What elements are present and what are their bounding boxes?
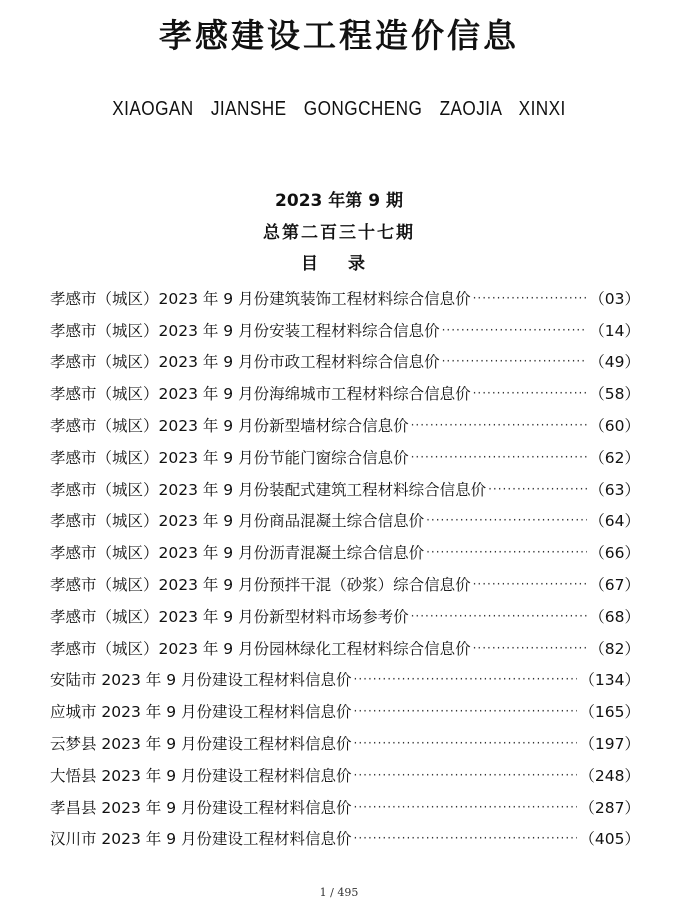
toc-entry-page: （66） — [589, 544, 640, 563]
dot-leader — [473, 641, 588, 655]
total-issue-number: 总第二百三十七期 — [263, 223, 415, 243]
toc-entry-label: 孝昌县 2023 年 9 月份建设工程材料信息价 — [50, 798, 352, 817]
toc-entry-label: 安陆市 2023 年 9 月份建设工程材料信息价 — [50, 671, 352, 690]
toc-entry-page: （287） — [579, 798, 640, 817]
toc-entry[interactable] — [50, 314, 640, 346]
toc-entry[interactable] — [50, 600, 640, 632]
toc-entry-label: 应城市 2023 年 9 月份建设工程材料信息价 — [50, 703, 352, 722]
toc-entry-page: （63） — [589, 480, 640, 499]
dot-leader — [354, 768, 578, 782]
toc-entry-label: 孝感市（城区）2023 年 9 月份海绵城市工程材料综合信息价 — [50, 385, 471, 404]
toc-entry[interactable] — [50, 568, 640, 600]
toc-entry-label: 孝感市（城区）2023 年 9 月份市政工程材料综合信息价 — [50, 353, 440, 372]
toc-entry-page: （03） — [589, 289, 640, 308]
toc-entry[interactable] — [50, 441, 640, 473]
toc-entry[interactable] — [50, 727, 640, 759]
toc-entry-page: （197） — [579, 735, 640, 754]
dot-leader — [426, 545, 587, 559]
toc-entry-page: （68） — [589, 607, 640, 626]
page-indicator: 1 / 495 — [319, 886, 359, 899]
dot-leader — [354, 672, 578, 686]
toc-entry-page: （60） — [589, 417, 640, 436]
toc-entry[interactable] — [50, 536, 640, 568]
toc-entry[interactable] — [50, 823, 640, 855]
dot-leader — [354, 736, 578, 750]
toc-entry-page: （49） — [589, 353, 640, 372]
table-of-contents — [50, 282, 640, 854]
toc-entry[interactable] — [50, 695, 640, 727]
toc-entry-label: 云梦县 2023 年 9 月份建设工程材料信息价 — [50, 735, 352, 754]
dot-leader — [411, 418, 588, 432]
toc-entry-page: （64） — [589, 512, 640, 531]
toc-entry-label: 孝感市（城区）2023 年 9 月份预拌干混（砂浆）综合信息价 — [50, 576, 471, 595]
toc-entry-label: 汉川市 2023 年 9 月份建设工程材料信息价 — [50, 830, 352, 849]
dot-leader — [354, 800, 578, 814]
toc-entry[interactable] — [50, 759, 640, 791]
toc-entry-label: 孝感市（城区）2023 年 9 月份商品混凝土综合信息价 — [50, 512, 425, 531]
toc-entry[interactable] — [50, 632, 640, 664]
toc-entry-label: 大悟县 2023 年 9 月份建设工程材料信息价 — [50, 766, 352, 785]
dot-leader — [473, 291, 588, 305]
toc-entry[interactable] — [50, 282, 640, 314]
dot-leader — [473, 577, 588, 591]
dot-leader — [426, 513, 587, 527]
toc-entry[interactable] — [50, 473, 640, 505]
dot-leader — [488, 482, 587, 496]
toc-entry-page: （82） — [589, 639, 640, 658]
toc-entry-label: 孝感市（城区）2023 年 9 月份新型墙材综合信息价 — [50, 417, 409, 436]
dot-leader — [354, 831, 578, 845]
toc-entry[interactable] — [50, 664, 640, 696]
toc-entry-page: （165） — [579, 703, 640, 722]
toc-entry[interactable] — [50, 377, 640, 409]
toc-entry[interactable] — [50, 409, 640, 441]
toc-entry-label: 孝感市（城区）2023 年 9 月份沥青混凝土综合信息价 — [50, 544, 425, 563]
toc-entry-page: （248） — [579, 766, 640, 785]
toc-entry[interactable] — [50, 791, 640, 823]
toc-entry-page: （58） — [589, 385, 640, 404]
toc-heading: 目 录 — [301, 254, 377, 274]
document-title: 孝感建设工程造价信息 — [159, 16, 519, 55]
toc-entry-page: （134） — [579, 671, 640, 690]
toc-entry-page: （14） — [589, 321, 640, 340]
toc-entry[interactable] — [50, 505, 640, 537]
toc-entry-label: 孝感市（城区）2023 年 9 月份建筑装饰工程材料综合信息价 — [50, 289, 471, 308]
document-subtitle-pinyin: XIAOGAN JIANSHE GONGCHENG ZAOJIA XINXI — [112, 98, 566, 120]
toc-entry-label: 孝感市（城区）2023 年 9 月份装配式建筑工程材料综合信息价 — [50, 480, 487, 499]
toc-entry-page: （405） — [579, 830, 640, 849]
toc-entry-page: （67） — [589, 576, 640, 595]
dot-leader — [411, 609, 588, 623]
dot-leader — [473, 386, 588, 400]
toc-entry-page: （62） — [589, 448, 640, 467]
toc-entry-label: 孝感市（城区）2023 年 9 月份节能门窗综合信息价 — [50, 448, 409, 467]
dot-leader — [442, 354, 588, 368]
dot-leader — [354, 704, 578, 718]
issue-number: 2023 年第 9 期 — [275, 191, 403, 211]
dot-leader — [411, 450, 588, 464]
toc-entry-label: 孝感市（城区）2023 年 9 月份安装工程材料综合信息价 — [50, 321, 440, 340]
toc-entry[interactable] — [50, 346, 640, 378]
toc-entry-label: 孝感市（城区）2023 年 9 月份园林绿化工程材料综合信息价 — [50, 639, 471, 658]
toc-entry-label: 孝感市（城区）2023 年 9 月份新型材料市场参考价 — [50, 607, 409, 626]
dot-leader — [442, 323, 588, 337]
